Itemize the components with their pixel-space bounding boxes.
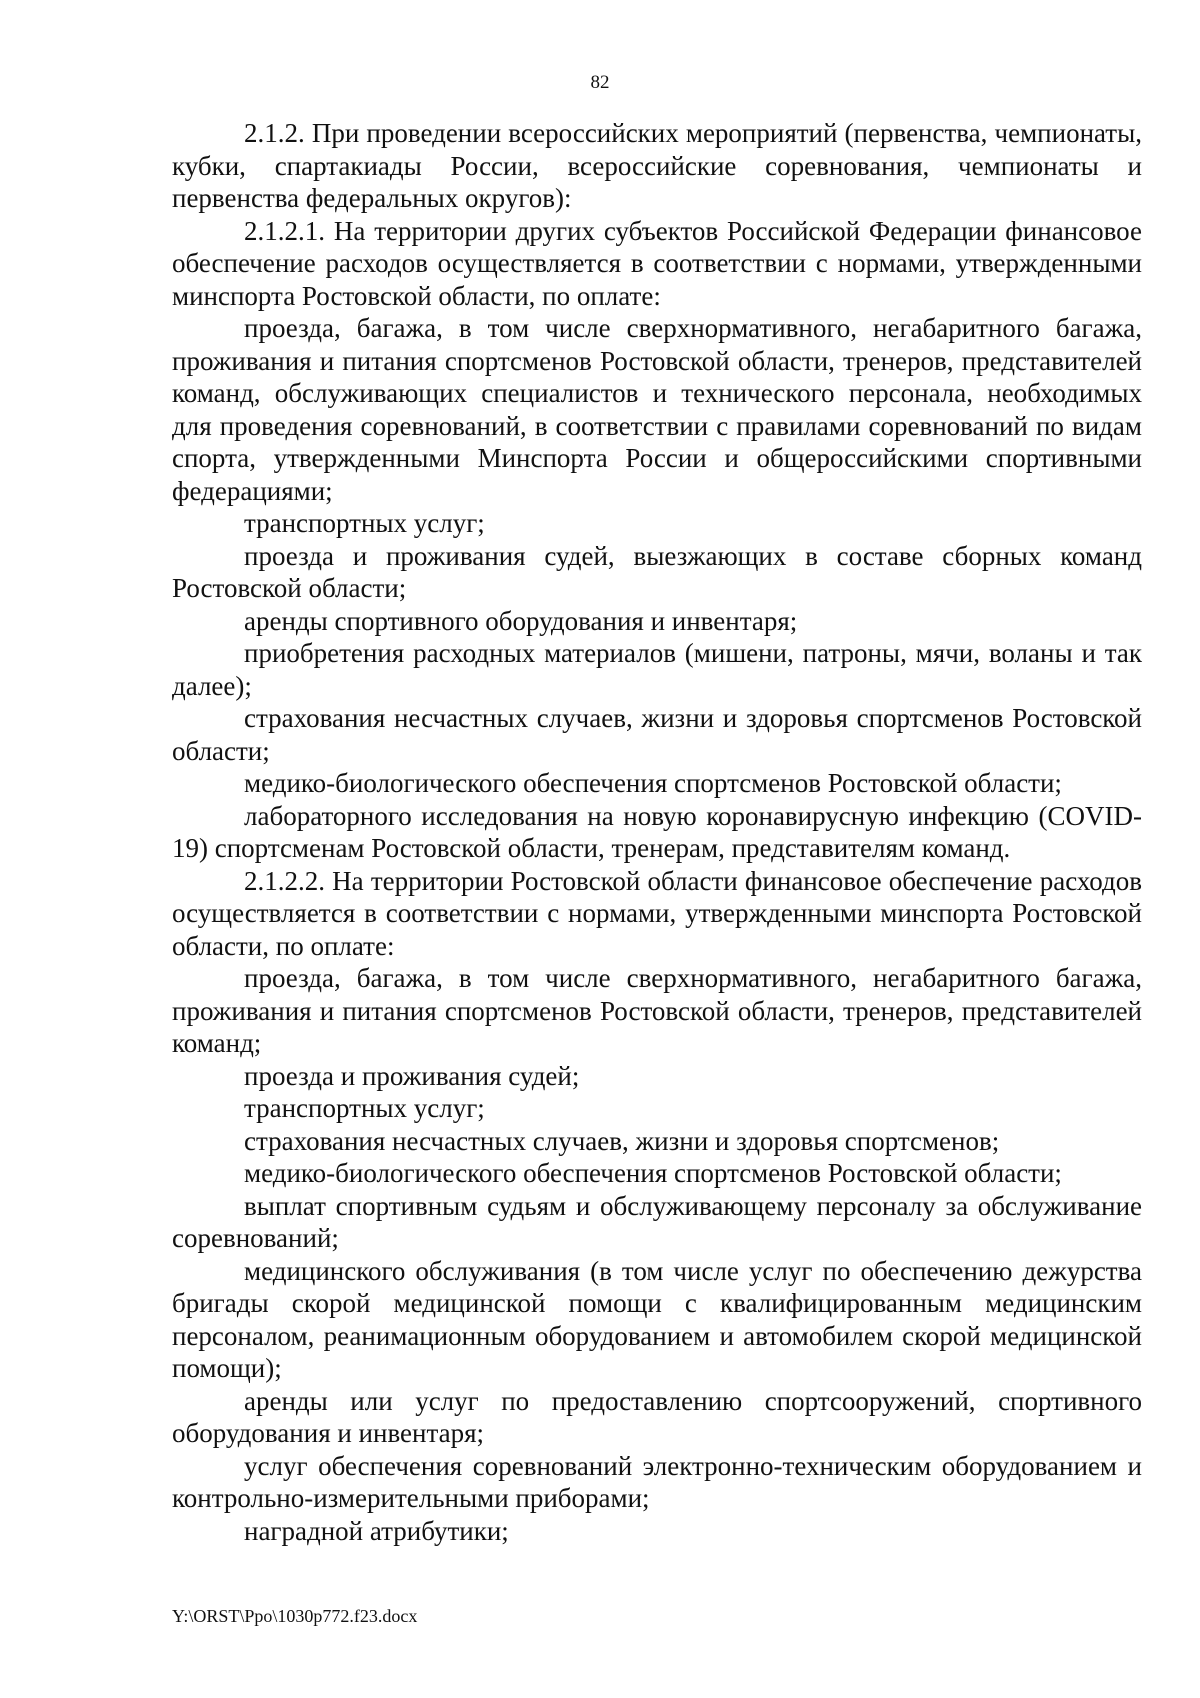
paragraph: страхования несчастных случаев, жизни и здоровья спортсменов; — [244, 1125, 1000, 1156]
paragraph: 2.1.2. При проведении всероссийских мероприятий (первенства, чемпионаты, кубки, спартакиады России, всероссийские соревнования, чемпионаты и первенства федеральных округов): — [172, 118, 1142, 213]
file-path-footer: Y:\ORST\Ppo\1030p772.f23.docx — [172, 1606, 418, 1626]
page-number: 82 — [590, 72, 610, 93]
paragraph: приобретения расходных материалов (мишени, патроны, мячи, воланы и так далее); — [172, 638, 1142, 701]
paragraph: выплат спортивным судьям и обслуживающему персоналу за обслуживание соревнований; — [172, 1190, 1142, 1253]
paragraph: транспортных услуг; — [244, 508, 485, 538]
paragraph: страхования несчастных случаев, жизни и здоровья спортсменов Ростовской области; — [172, 703, 1142, 766]
paragraph: проезда, багажа, в том числе сверхнормативного, негабаритного багажа, проживания и питания спортсменов Ростовской области, тренеров, представителей команд, обслуживающих специалистов и технического персонала, необходимых для проведения соревнований, в соответствии с правилами соревнований по видам спорта, утвержденными Минспорта России и общероссийскими спортивными федерациями; — [172, 313, 1142, 506]
paragraph: медицинского обслуживания (в том числе услуг по обеспечению дежурства бригады скорой медицинской помощи с квалифицированным медицинским персоналом, реанимационным оборудованием и автомобилем скорой медицинской помощи); — [172, 1255, 1142, 1383]
paragraph: услуг обеспечения соревнований электронно-техническим оборудованием и контрольно-измерительными приборами; — [172, 1450, 1142, 1513]
paragraph: аренды или услуг по предоставлению спортсооружений, спортивного оборудования и инвентаря; — [172, 1385, 1142, 1448]
paragraph: проезда и проживания судей, выезжающих в составе сборных команд Ростовской области; — [172, 540, 1142, 603]
document-body — [172, 117, 1142, 1547]
paragraph: проезда, багажа, в том числе сверхнормативного, негабаритного багажа, проживания и питания спортсменов Ростовской области, тренеров, представителей команд; — [172, 963, 1142, 1058]
paragraph: аренды спортивного оборудования и инвентаря; — [244, 605, 798, 636]
paragraph: 2.1.2.1. На территории других субъектов Российской Федерации финансовое обеспечение расходов осуществляется в соответствии с нормами, утвержденными минспорта Ростовской области, по оплате: — [172, 215, 1142, 311]
paragraph: медико-биологического обеспечения спортсменов Ростовской области; — [244, 1158, 1062, 1188]
paragraph: транспортных услуг; — [244, 1093, 485, 1123]
paragraph: 2.1.2.2. На территории Ростовской области финансовое обеспечение расходов осуществляется в соответствии с нормами, утвержденными минспорта Ростовской области, по оплате: — [172, 865, 1142, 961]
paragraph: лабораторного исследования на новую коронавирусную инфекцию (COVID-19) спортсменам Ростовской области, тренерам, представителям команд. — [172, 800, 1142, 863]
paragraph: медико-биологического обеспечения спортсменов Ростовской области; — [244, 768, 1062, 798]
paragraph: наградной атрибутики; — [244, 1515, 509, 1546]
paragraph: проезда и проживания судей; — [244, 1060, 580, 1091]
